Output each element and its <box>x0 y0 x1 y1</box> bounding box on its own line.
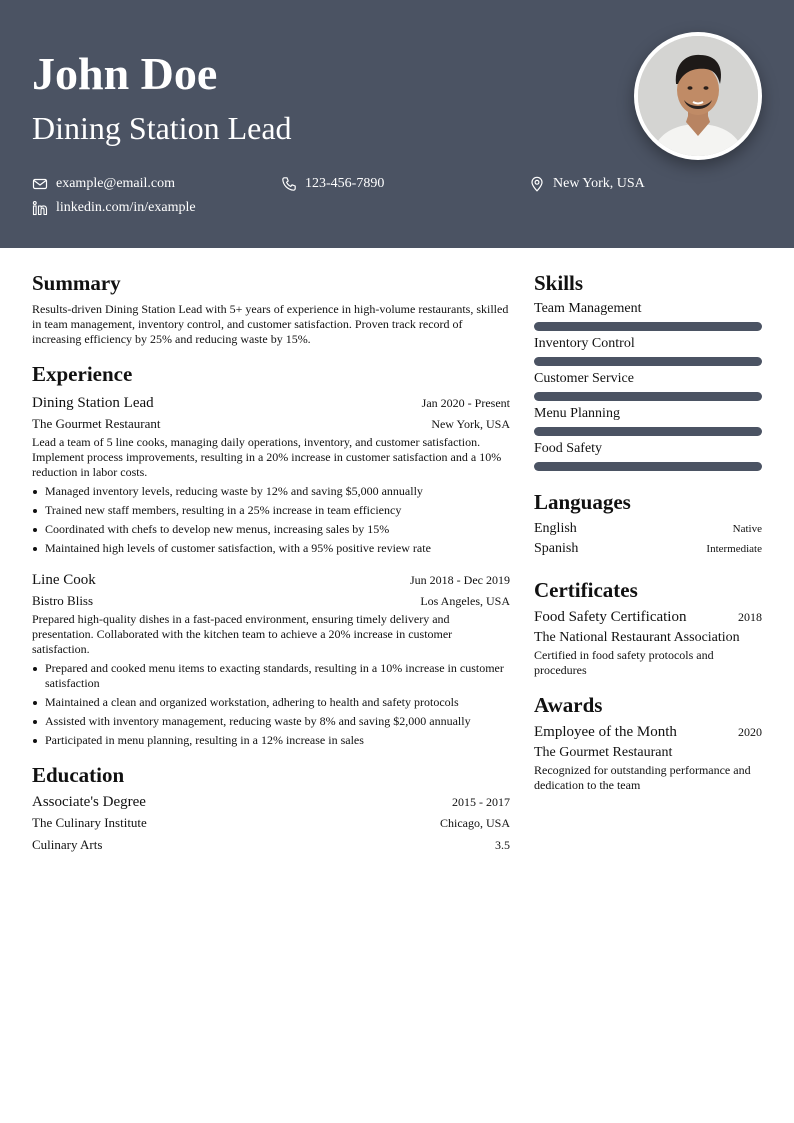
linkedin-icon <box>32 200 48 216</box>
job-bullet: Assisted with inventory management, reducing waste by 8% and saving $2,000 annually <box>32 714 510 729</box>
contact-location <box>529 175 645 193</box>
award-description: Recognized for outstanding performance and dedication to the team <box>534 763 751 792</box>
job-bullet: Participated in menu planning, resulting in a 12% increase in sales <box>32 733 510 748</box>
skill-name: Food Safety <box>534 441 603 456</box>
awards-section <box>534 692 762 793</box>
job-bullets <box>32 661 510 748</box>
skills-heading: Skills <box>534 271 584 295</box>
education-field: Culinary Arts <box>32 837 103 852</box>
summary-text: Results-driven Dining Station Lead with 5+ years of experience in high-volume restaurants, skilled in team management, inventory control, and customer satisfaction. Proven track record of increasing efficiency by 25% and reducing waste by 15%. <box>32 302 509 346</box>
certificates-heading: Certificates <box>534 578 638 602</box>
job-role: Line Cook <box>32 572 96 588</box>
education-section <box>32 762 510 856</box>
left-column <box>32 270 510 870</box>
languages-section <box>534 489 762 559</box>
job-bullets <box>32 484 510 556</box>
job-dates: Jan 2020 - Present <box>421 396 510 410</box>
education-school: The Culinary Institute <box>32 815 147 830</box>
skill-name: Customer Service <box>534 371 634 386</box>
education-degree: Associate's Degree <box>32 794 146 810</box>
skill-item <box>534 370 762 401</box>
profile-photo <box>638 36 758 156</box>
job-role: Dining Station Lead <box>32 395 154 411</box>
awards-heading: Awards <box>534 693 603 717</box>
summary-heading: Summary <box>32 271 121 295</box>
skills-section <box>534 270 762 471</box>
education-heading: Education <box>32 763 125 787</box>
language-level: Intermediate <box>706 543 762 555</box>
certificate-description: Certified in food safety protocols and procedures <box>534 648 714 677</box>
skill-bar <box>534 322 762 331</box>
job-bullet: Prepared and cooked menu items to exacting standards, resulting in a 10% increase in customer satisfaction <box>32 661 510 691</box>
contact-location-text: New York, USA <box>553 176 645 191</box>
mail-icon <box>32 176 48 192</box>
language-item <box>534 539 762 559</box>
award-name: Employee of the Month <box>534 724 677 740</box>
certificate-year: 2018 <box>738 610 762 624</box>
contact-phone-text: 123-456-7890 <box>305 176 385 191</box>
skill-name: Team Management <box>534 301 642 316</box>
award-issuer: The Gourmet Restaurant <box>534 745 673 760</box>
profile-photo-frame <box>634 32 762 160</box>
languages-heading: Languages <box>534 490 631 514</box>
job-entry <box>32 393 510 556</box>
skill-bar <box>534 427 762 436</box>
skill-name: Inventory Control <box>534 336 635 351</box>
skill-bar <box>534 392 762 401</box>
certificate-issuer: The National Restaurant Association <box>534 630 740 645</box>
job-bullet: Coordinated with chefs to develop new menus, increasing sales by 15% <box>32 522 510 537</box>
job-bullet: Managed inventory levels, reducing waste by 12% and saving $5,000 annually <box>32 484 510 499</box>
job-bullet: Maintained high levels of customer satisfaction, with a 95% positive review rate <box>32 541 510 556</box>
contact-linkedin-text: linkedin.com/in/example <box>56 200 196 215</box>
education-gpa: 3.5 <box>495 838 510 852</box>
education-location: Chicago, USA <box>440 816 510 830</box>
job-entry <box>32 570 510 748</box>
contact-phone[interactable] <box>281 175 384 193</box>
contact-email[interactable] <box>32 175 175 193</box>
candidate-name: John Doe <box>32 48 218 99</box>
job-company: Bistro Bliss <box>32 593 94 608</box>
skill-item <box>534 405 762 436</box>
person-photo-illustration <box>638 36 758 156</box>
language-level: Native <box>732 523 762 535</box>
contact-email-text: example@email.com <box>56 176 176 191</box>
language-name: Spanish <box>534 541 579 556</box>
job-company: The Gourmet Restaurant <box>32 416 161 431</box>
summary-section <box>32 270 510 347</box>
phone-icon <box>281 176 297 192</box>
job-bullet: Maintained a clean and organized workstation, adhering to health and safety protocols <box>32 695 510 710</box>
skill-item <box>534 335 762 366</box>
job-description: Lead a team of 5 line cooks, managing daily operations, inventory, and customer satisfaction. Implement process improvements, resulting in a 20% increase in customer satisfaction and a 10% reduction in labor costs. <box>32 435 502 479</box>
education-dates: 2015 - 2017 <box>452 795 510 809</box>
location-pin-icon <box>529 176 545 192</box>
award-year: 2020 <box>738 725 762 739</box>
skill-bar <box>534 357 762 366</box>
resume-header <box>0 0 794 248</box>
candidate-title: Dining Station Lead <box>32 110 292 146</box>
job-bullet: Trained new staff members, resulting in a 25% increase in team efficiency <box>32 503 510 518</box>
skill-bar <box>534 462 762 471</box>
right-column <box>534 270 762 807</box>
job-dates: Jun 2018 - Dec 2019 <box>410 573 510 587</box>
language-item <box>534 519 762 539</box>
experience-section <box>32 361 510 748</box>
skill-item <box>534 300 762 331</box>
experience-heading: Experience <box>32 362 133 386</box>
job-location: Los Angeles, USA <box>420 594 510 608</box>
skill-name: Menu Planning <box>534 406 620 421</box>
job-description: Prepared high-quality dishes in a fast-paced environment, ensuring timely delivery and presentation. Collaborated with the kitchen team to achieve a 20% increase in customer satisfaction. <box>32 612 453 656</box>
certificate-name: Food Safety Certification <box>534 609 687 625</box>
contact-linkedin[interactable] <box>32 199 196 217</box>
language-name: English <box>534 521 577 536</box>
job-location: New York, USA <box>431 417 510 431</box>
certificates-section <box>534 577 762 678</box>
skill-item <box>534 440 762 471</box>
